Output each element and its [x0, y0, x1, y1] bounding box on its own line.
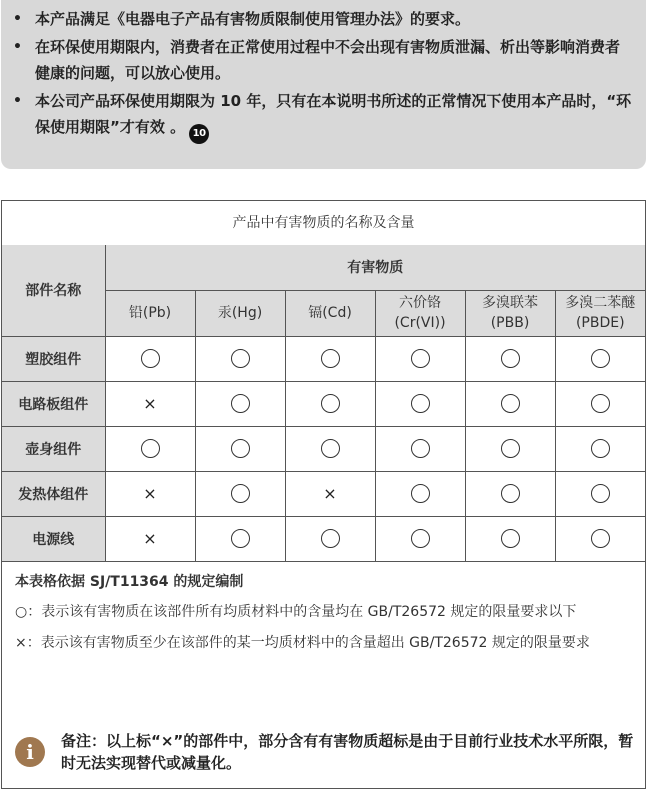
- within-limit-circle-icon: [321, 529, 340, 548]
- substance-cell: [555, 336, 645, 381]
- within-limit-circle-icon: [231, 349, 250, 368]
- within-limit-circle-icon: [591, 439, 610, 458]
- standard-note: 本表格依据 SJ/T11364 的规定编制: [15, 574, 244, 590]
- within-limit-circle-icon: [231, 484, 250, 503]
- substance-cell: [105, 426, 195, 471]
- exceeds-limit-cross-icon: ×: [323, 484, 337, 503]
- bullet-dot: •: [13, 11, 22, 27]
- substance-header-3: 六价铬 (Cr(VI)): [375, 290, 465, 336]
- notice-item-text: 本产品满足《电器电子产品有害物质限制使用管理办法》的要求。: [35, 10, 471, 28]
- notice-item-text-content: 本公司产品环保使用期限为 10 年，只有在本说明书所述的正常情况下使用本产品时，“环保使用期限”才有效 。: [35, 92, 632, 136]
- table-row: [2, 381, 645, 426]
- within-limit-circle-icon: [501, 349, 520, 368]
- substance-cell: [285, 516, 375, 561]
- within-limit-circle-icon: [411, 439, 430, 458]
- within-limit-circle-icon: [411, 484, 430, 503]
- hazardous-substance-table-box: [1, 200, 646, 789]
- part-name-header: 部件名称: [2, 245, 105, 336]
- substance-header-2: 镉(Cd): [285, 290, 375, 336]
- within-limit-circle-icon: [321, 394, 340, 413]
- substance-cell: [465, 381, 555, 426]
- table-row: [2, 471, 645, 516]
- substance-cell: [555, 381, 645, 426]
- substance-header-5: 多溴二苯醚 (PBDE): [555, 290, 645, 336]
- part-name-cell: 塑胶组件: [2, 336, 105, 381]
- within-limit-circle-icon: [501, 529, 520, 548]
- substance-cell: [555, 426, 645, 471]
- notice-item-text: [35, 88, 632, 144]
- substance-cell: [375, 516, 465, 561]
- cross-legend: ×：表示该有害物质至少在该部件的某一均质材料中的含量超出 GB/T26572 规定的限量要求: [15, 635, 590, 651]
- substance-cell: [375, 336, 465, 381]
- within-limit-circle-icon: [411, 349, 430, 368]
- substance-header-4: 多溴联苯 (PBB): [465, 290, 555, 336]
- table-row: [2, 516, 645, 561]
- info-icon: i: [15, 737, 45, 767]
- hazardous-substance-table: [2, 245, 645, 562]
- substance-header-0: 铅(Pb): [105, 290, 195, 336]
- substance-cell: [195, 471, 285, 516]
- substance-cell: [375, 471, 465, 516]
- substance-cell: [105, 336, 195, 381]
- table-title: 产品中有害物质的名称及含量: [2, 201, 645, 246]
- exceeds-limit-cross-icon: ×: [143, 484, 157, 503]
- substance-cell: [195, 381, 285, 426]
- table-row: [2, 426, 645, 471]
- substance-cell: [555, 516, 645, 561]
- within-limit-circle-icon: [321, 439, 340, 458]
- within-limit-circle-icon: [591, 529, 610, 548]
- table-row: [2, 336, 645, 381]
- substance-cell: [195, 336, 285, 381]
- substance-header-1: 汞(Hg): [195, 290, 285, 336]
- substance-cell: [105, 516, 195, 561]
- substance-cell: [465, 336, 555, 381]
- substance-cell: [375, 381, 465, 426]
- circle-legend: ○：表示该有害物质在该部件所有均质材料中的含量均在 GB/T26572 规定的限量要求以下: [15, 604, 577, 620]
- notice-item: [13, 34, 632, 86]
- substance-cell: [465, 516, 555, 561]
- within-limit-circle-icon: [231, 529, 250, 548]
- part-name-cell: 电路板组件: [2, 381, 105, 426]
- substance-cell: [465, 471, 555, 516]
- exceeds-limit-cross-icon: ×: [143, 529, 157, 548]
- substance-cell: [555, 471, 645, 516]
- remark: [15, 730, 635, 774]
- within-limit-circle-icon: [231, 394, 250, 413]
- substance-cell: [285, 426, 375, 471]
- part-name-cell: 发热体组件: [2, 471, 105, 516]
- bullet-dot: •: [13, 93, 22, 109]
- substance-cell: [195, 426, 285, 471]
- notice-item-text: 在环保使用期限内，消费者在正常使用过程中不会出现有害物质泄漏、析出等影响消费者健康的问题，可以放心使用。: [35, 38, 621, 82]
- bullet-dot: •: [13, 39, 22, 55]
- substance-cell: [105, 471, 195, 516]
- within-limit-circle-icon: [141, 349, 160, 368]
- hazardous-substance-header: 有害物质: [105, 245, 645, 290]
- substance-cell: [285, 381, 375, 426]
- epup-10-icon: 10: [189, 124, 209, 144]
- substance-cell: [375, 426, 465, 471]
- notice-item: [13, 6, 632, 32]
- part-name-cell: 电源线: [2, 516, 105, 561]
- substance-cell: [195, 516, 285, 561]
- exceeds-limit-cross-icon: ×: [143, 394, 157, 413]
- within-limit-circle-icon: [141, 439, 160, 458]
- table-notes: [15, 572, 635, 664]
- substance-cell: [285, 336, 375, 381]
- notice-item: [13, 88, 632, 144]
- within-limit-circle-icon: [501, 439, 520, 458]
- part-name-cell: 壶身组件: [2, 426, 105, 471]
- within-limit-circle-icon: [501, 394, 520, 413]
- environment-notice-panel: [1, 0, 646, 169]
- substance-cell: [465, 426, 555, 471]
- remark-text: 备注：以上标“×”的部件中，部分含有有害物质超标是由于目前行业技术水平所限，暂时无法实现替代或减量化。: [61, 732, 634, 772]
- substance-cell: [105, 381, 195, 426]
- within-limit-circle-icon: [591, 484, 610, 503]
- within-limit-circle-icon: [501, 484, 520, 503]
- within-limit-circle-icon: [411, 529, 430, 548]
- within-limit-circle-icon: [591, 394, 610, 413]
- within-limit-circle-icon: [411, 394, 430, 413]
- substance-cell: [285, 471, 375, 516]
- within-limit-circle-icon: [321, 349, 340, 368]
- within-limit-circle-icon: [591, 349, 610, 368]
- within-limit-circle-icon: [231, 439, 250, 458]
